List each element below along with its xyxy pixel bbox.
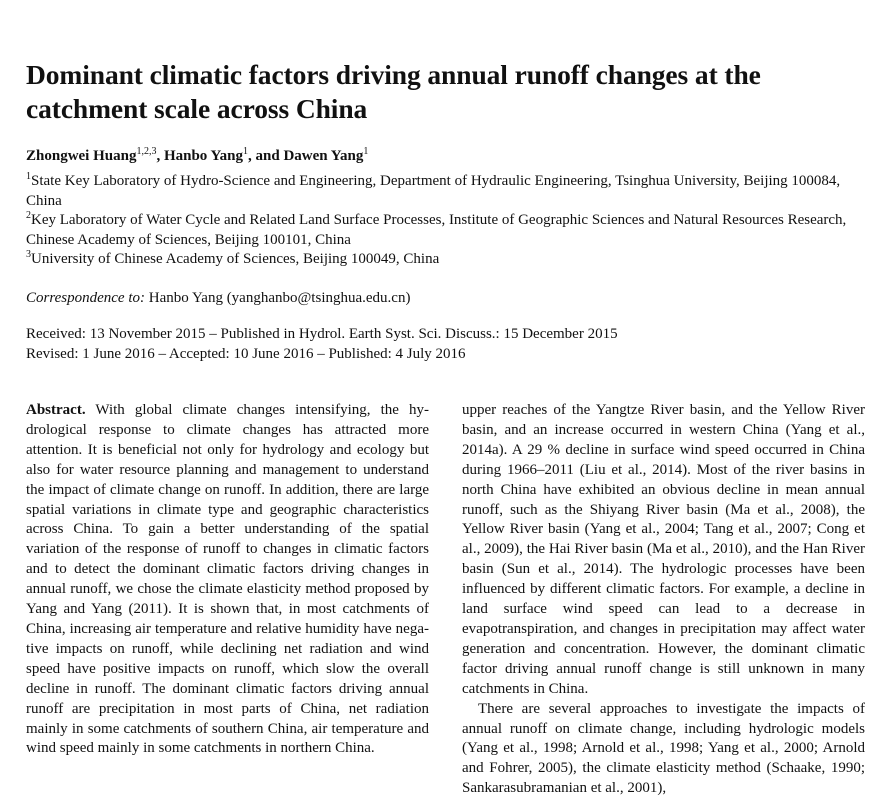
author-name: Dawen Yang (283, 148, 364, 164)
affiliation-item (26, 250, 866, 270)
paper-title: Dominant climatic factors driving annual runoff changes at the catchment scale across China (26, 59, 761, 124)
author-affil-sup: 1,2,3 (136, 146, 157, 157)
author-name: Hanbo Yang (163, 148, 244, 164)
correspondence-text: Hanbo Yang (yanghanbo@tsinghua.edu.cn) (148, 290, 411, 306)
affiliation-text: State Key Laboratory of Hydro-Science and Engineering, Department of Hydraulic Engineering, Tsinghua University, Beijing 100084, China (26, 173, 841, 209)
affiliation-item (26, 172, 866, 211)
author-affil-sup: 1 (363, 146, 369, 157)
affiliation-text: University of Chinese Academy of Sciences, Beijing 100049, China (31, 251, 440, 268)
right-column (462, 401, 865, 799)
affiliation-text: Key Laboratory of Water Cycle and Related Land Surface Processes, Institute of Geographic Sciences and Natural Resources Research, Chinese Academy of Sciences, Beijing 100101, China (26, 212, 847, 248)
abstract-label: Abstract. (26, 402, 86, 418)
affiliation-sup: 3 (26, 249, 31, 261)
body-paragraph: There are several approaches to investigate the impacts of annual runoff on climate change, including hydrologic models (Yang et al., 1998; Arnold et al., 1998; Yang et al., 2000; Arnold and Fohrer, 2005), the climate elasticity method (Schaake, 1990; Sankarasubramanian et al., 2001), (462, 700, 865, 797)
abstract-text: With global climate changes intensifying, the hydrological response to climate changes has attracted more attention. It is beneficial not only for hydrology and ecology but also for water resource planning and management to understand the impact of climate change on runoff. In addition, there are large spatial variations in climate type and geographic characteristics across China. To gain a better understanding of the spatial variation of the response of runoff to changes in climatic factors and to detect the dominant climatic factors driving changes in annual runoff, we chose the climate elasticity method proposed by Yang and Yang (2011). It is shown that, in most catchments of China, increasing air temperature and relative humidity have negative impacts on runoff, while declining net radiation and wind speed have positive impacts on runoff, which slow the overall decline in runoff. The dominant climatic factors driving annual runoff are precipitation in most parts of China, net radiation mainly in some catchments of southern China, air temperature and wind speed mainly in some catchments in northern China. (26, 402, 430, 757)
body-paragraph: upper reaches of the Yangtze River basin, and the Yellow River basin, and an increase occurred in western China (Yang et al., 2014a). A 29 % decline in surface wind speed occurred in China during 1966–2011 (Liu et al., 2014). Most of the river basins in north China have exhibited an obvious decline in mean annual runoff, such as the Shiyang River basin (Ma et al., 2008), the Yellow River basin (Yang et al., 2004; Tang et al., 2007; Cong et al., 2009), the Hai River basin (Ma et al., 2010), and the Han River basin (Sun et al., 2014). The hydrologic processes have been influenced by different climatic factors. For example, a decline in land surface wind speed can lead to a decrease in evapotranspiration, and changes in precipitation may affect water generation and concentration. However, the dominant climatic factor driving annual runoff change is still unknown in many catchments in China. (462, 402, 865, 697)
affiliation-item (26, 211, 866, 250)
correspondence (26, 288, 410, 308)
author-affil-sup: 1 (243, 146, 249, 157)
correspondence-label: Correspondence to: (26, 290, 146, 306)
author-list (26, 146, 368, 166)
author-separator: , (156, 148, 164, 164)
publication-dates (26, 325, 618, 364)
affiliation-sup: 2 (26, 210, 31, 222)
author-name: Zhongwei Huang (26, 148, 137, 164)
left-column (26, 401, 429, 759)
revised-line: Revised: 1 June 2016 – Accepted: 10 June 2016 – Published: 4 July 2016 (26, 345, 466, 362)
affiliation-sup: 1 (26, 171, 31, 182)
affiliation-list (26, 172, 866, 270)
abstract (26, 401, 429, 759)
received-line: Received: 13 November 2015 – Published in Hydrol. Earth Syst. Sci. Discuss.: 15 December 2015 (26, 326, 618, 342)
author-separator: , and (248, 148, 284, 164)
